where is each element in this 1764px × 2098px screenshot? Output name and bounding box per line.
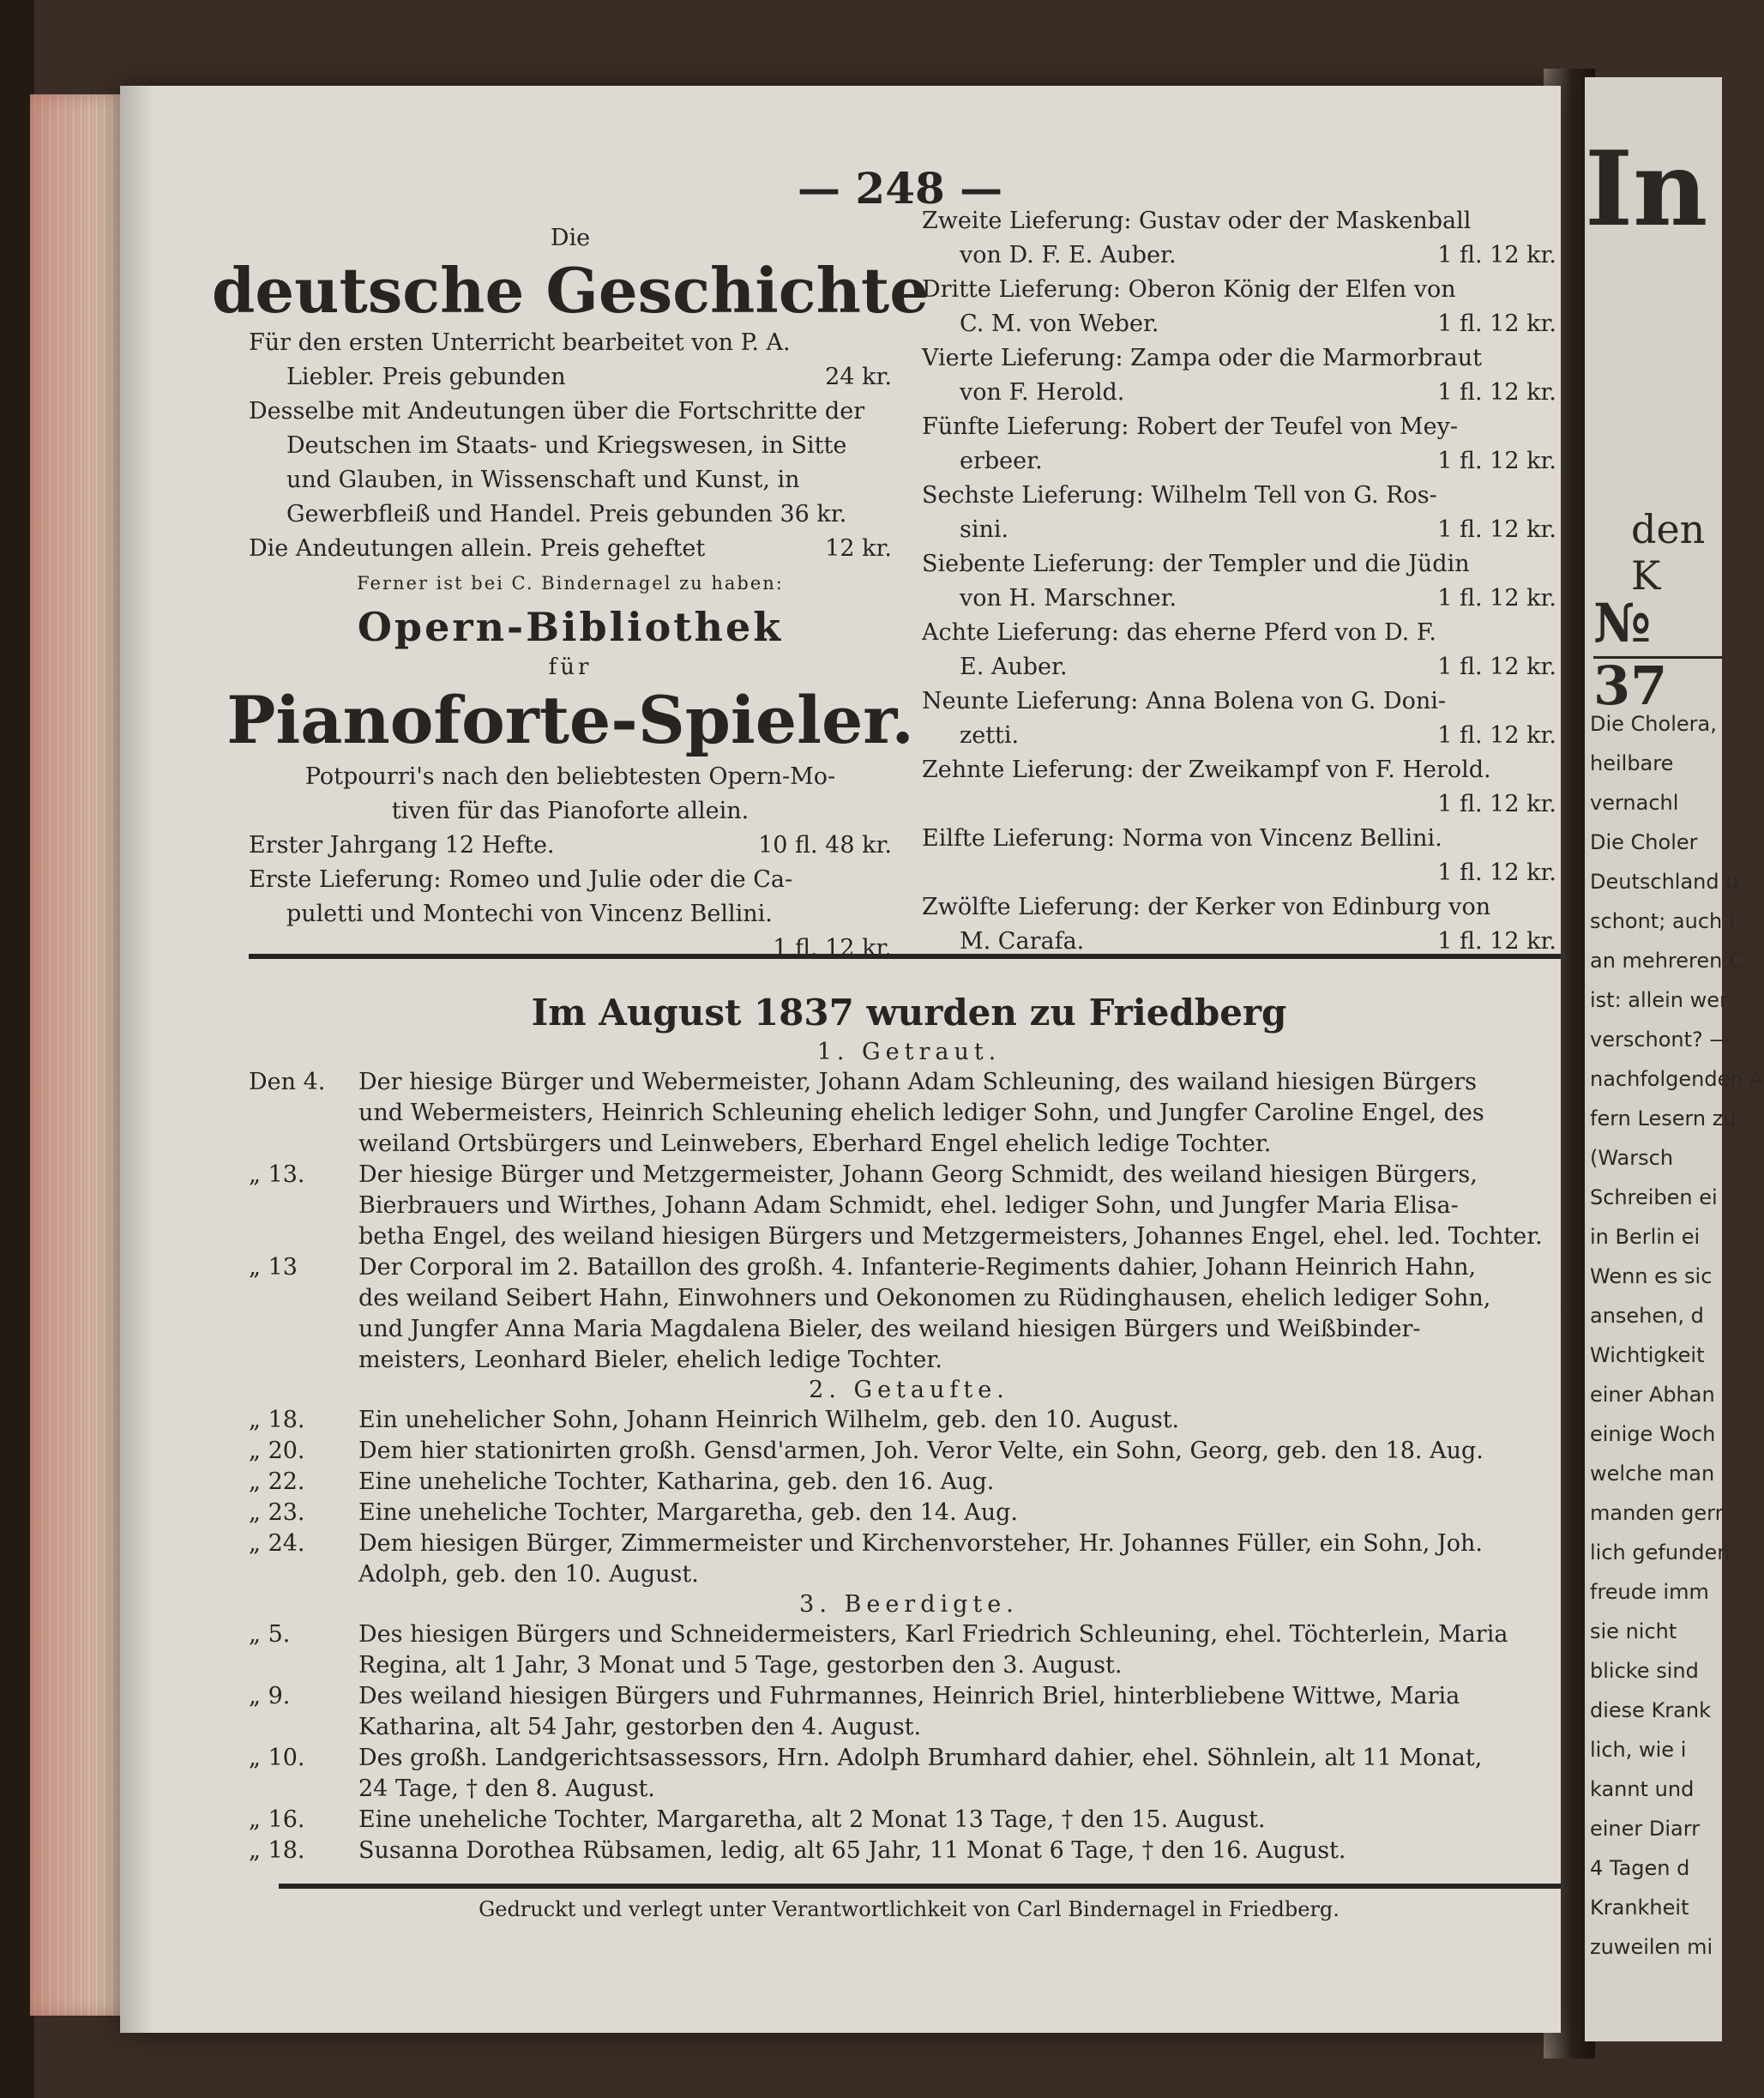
- entry-date: „ 13.: [249, 1161, 305, 1188]
- entry-date: „ 5.: [249, 1621, 291, 1648]
- subtitle-line: [249, 497, 892, 532]
- facing-page-line: diese Krank: [1590, 1698, 1711, 1722]
- delivery-line: [922, 822, 1556, 856]
- entry-body: [358, 1743, 1569, 1805]
- delivery-price: 1 fl. 12 kr.: [1437, 242, 1556, 268]
- facing-page-line: schont; auch i: [1590, 909, 1735, 933]
- delivery-text: erbeer.: [960, 448, 1043, 474]
- facing-page-line: 4 Tagen d: [1590, 1856, 1690, 1880]
- entry-line: Ein unehelicher Sohn, Johann Heinrich Wilhelm, geb. den 10. August.: [358, 1407, 1180, 1433]
- delivery-price: 1 fl. 12 kr.: [1437, 859, 1556, 886]
- delivery-text: Sechste Lieferung: Wilhelm Tell von G. Ros-: [922, 482, 1437, 509]
- potpourri-line-1: Potpourri's nach den beliebtesten Opern-Mo-: [304, 763, 836, 790]
- subtitle-line: [249, 395, 892, 429]
- entry-line: Regina, alt 1 Jahr, 3 Monat und 5 Tage, gestorben den 3. August.: [358, 1652, 1123, 1679]
- facing-page-line: ist: allein wer: [1590, 988, 1728, 1012]
- also-available-line: Ferner ist bei C. Bindernagel zu haben:: [357, 573, 784, 594]
- delivery-line: [922, 890, 1556, 925]
- entry-line: Bierbrauers und Wirthes, Johann Adam Schmidt, ehel. lediger Sohn, und Jungfer Maria Elisa-: [358, 1192, 1459, 1219]
- entry-date: „ 13: [249, 1254, 298, 1281]
- subtitle-line: [249, 463, 892, 497]
- subtitle-line: [249, 326, 892, 360]
- pianoforte-title: Pianoforte-Spieler.: [226, 682, 914, 758]
- entry-body: [358, 1681, 1569, 1743]
- entry-body: [358, 1805, 1569, 1836]
- delivery-line: [922, 273, 1556, 307]
- entry-line: Des großh. Landgerichtsassessors, Hrn. Adolph Brumhard dahier, ehel. Söhnlein, alt 11 Monat,: [358, 1745, 1483, 1771]
- delivery-text: M. Carafa.: [960, 928, 1085, 955]
- book-cover-edge: [0, 0, 34, 2098]
- facing-page-line: lich gefunden: [1590, 1540, 1731, 1564]
- subtitle-price: 24 kr.: [825, 364, 892, 390]
- delivery-line: [922, 787, 1556, 822]
- subtitle-line: [249, 429, 892, 463]
- delivery-line: [922, 410, 1556, 444]
- delivery-price: 1 fl. 12 kr.: [1437, 379, 1556, 406]
- entry-line: Susanna Dorothea Rübsamen, ledig, alt 65 Jahr, 11 Monat 6 Tage, † den 16. August.: [358, 1837, 1346, 1864]
- facing-page: [1585, 77, 1764, 2041]
- facing-page-line: lich, wie i: [1590, 1738, 1687, 1762]
- page-number: — 248 —: [798, 163, 1003, 214]
- delivery-text: Eilfte Lieferung: Norma von Vincenz Bellini.: [922, 825, 1442, 852]
- register-entry: [249, 1436, 1569, 1467]
- facing-page-line: sie nicht: [1590, 1619, 1677, 1643]
- delivery-text: E. Auber.: [960, 654, 1068, 680]
- entry-line: Dem hier stationirten großh. Gensd'armen, Joh. Veror Velte, ein Sohn, Georg, geb. den 18. Aug.: [358, 1438, 1484, 1464]
- facing-page-line: an mehreren C: [1590, 949, 1743, 973]
- facing-page-line: fern Lesern zu: [1590, 1106, 1737, 1130]
- book-title: deutsche Geschichte: [212, 254, 929, 327]
- fuer-word: für: [548, 654, 593, 680]
- opern-bibliothek-title: Opern-Bibliothek: [357, 604, 784, 650]
- subtitle-price: 12 kr.: [825, 535, 892, 562]
- facing-page-heading: In: [1585, 129, 1708, 250]
- register-entry: [249, 1160, 1569, 1252]
- left-column: [212, 221, 929, 966]
- entry-date: „ 18.: [249, 1837, 305, 1864]
- entry-date: „ 22.: [249, 1468, 305, 1495]
- delivery-line: [922, 582, 1556, 616]
- entry-date: Den 4.: [249, 1069, 326, 1095]
- delivery-price: 1 fl. 12 kr.: [1437, 928, 1556, 955]
- register-entry: [249, 1619, 1569, 1681]
- facing-page-line: Wichtigkeit: [1590, 1343, 1705, 1367]
- entry-body: [358, 1067, 1569, 1160]
- entry-line: Des hiesigen Bürgers und Schneidermeisters, Karl Friedrich Schleuning, ehel. Töchterlein, Maria: [358, 1621, 1508, 1648]
- delivery-text: von F. Herold.: [960, 379, 1125, 406]
- entry-date: „ 9.: [249, 1683, 291, 1709]
- entry-line: Eine uneheliche Tochter, Margaretha, alt 2 Monat 13 Tage, † den 15. August.: [358, 1806, 1266, 1833]
- potpourri-line-2: tiven für das Pianoforte allein.: [391, 798, 750, 824]
- facing-page-line: einer Abhan: [1590, 1383, 1715, 1407]
- facing-page-number: № 37: [1593, 592, 1668, 717]
- register: [249, 988, 1569, 1866]
- register-body: [249, 1038, 1569, 1866]
- facing-page-den: den K: [1631, 506, 1706, 599]
- entry-body: [358, 1528, 1569, 1590]
- left-items: [249, 829, 892, 966]
- facing-page-line: Die Choler: [1590, 830, 1698, 854]
- entry-line: Eine uneheliche Tochter, Katharina, geb. den 16. Aug.: [358, 1468, 995, 1495]
- opera-item-text: puletti und Montechi von Vincenz Bellini.: [286, 901, 773, 927]
- entry-date: „ 18.: [249, 1407, 305, 1433]
- register-entry: [249, 1067, 1569, 1160]
- entry-line: Dem hiesigen Bürger, Zimmermeister und Kirchenvorsteher, Hr. Johannes Füller, ein Sohn, Joh.: [358, 1530, 1483, 1557]
- delivery-text: C. M. von Weber.: [960, 310, 1159, 337]
- delivery-text: von D. F. E. Auber.: [960, 242, 1177, 268]
- subtitle-text: und Glauben, in Wissenschaft und Kunst, in: [286, 467, 800, 493]
- entry-line: Der Corporal im 2. Bataillon des großh. 4. Infanterie-Regiments dahier, Johann Heinrich Hahn,: [358, 1254, 1477, 1281]
- delivery-line: [922, 753, 1556, 787]
- delivery-text: Vierte Lieferung: Zampa oder die Marmorbraut: [922, 345, 1482, 371]
- opera-item-text: Erster Jahrgang 12 Hefte.: [249, 832, 555, 859]
- facing-page-line: einige Woch: [1590, 1422, 1716, 1446]
- entry-body: [358, 1405, 1569, 1436]
- entry-line: und Jungfer Anna Maria Magdalena Bieler, des weiland hiesigen Bürgers und Weißbinder-: [358, 1316, 1421, 1342]
- delivery-line: [922, 719, 1556, 753]
- delivery-line: [922, 513, 1556, 547]
- delivery-text: Neunte Lieferung: Anna Bolena von G. Doni-: [922, 688, 1446, 714]
- facing-page-line: vernachl: [1590, 791, 1679, 815]
- entry-date: „ 16.: [249, 1806, 305, 1833]
- delivery-line: [922, 547, 1556, 582]
- delivery-text: Fünfte Lieferung: Robert der Teufel von Mey-: [922, 413, 1458, 440]
- entry-line: Eine uneheliche Tochter, Margaretha, geb. den 14. Aug.: [358, 1499, 1019, 1526]
- delivery-text: Zwölfte Lieferung: der Kerker von Edinburg von: [922, 894, 1491, 920]
- opera-item-line: [249, 897, 892, 931]
- delivery-text: Zweite Lieferung: Gustav oder der Maskenball: [922, 208, 1472, 234]
- facing-page-line: verschont? —: [1590, 1028, 1731, 1052]
- facing-page-line: nachfolgenden A: [1590, 1067, 1764, 1091]
- footer-rule: [279, 1884, 1561, 1889]
- register-section-heading: 2. Getaufte.: [809, 1377, 1009, 1403]
- entry-date: „ 10.: [249, 1745, 305, 1771]
- subtitle-text: Die Andeutungen allein. Preis geheftet: [249, 535, 706, 562]
- entry-line: Katharina, alt 54 Jahr, gestorben den 4. August.: [358, 1714, 922, 1740]
- right-column: [922, 204, 1556, 959]
- facing-page-line: freude imm: [1590, 1580, 1709, 1604]
- facing-page-line: zuweilen mi: [1590, 1935, 1713, 1959]
- delivery-line: [922, 376, 1556, 410]
- facing-page-line: Deutschland u: [1590, 870, 1739, 894]
- entry-line: und Webermeisters, Heinrich Schleuning ehelich lediger Sohn, und Jungfer Caroline Engel, des: [358, 1100, 1484, 1126]
- entry-line: betha Engel, des weiland hiesigen Bürgers und Metzgermeisters, Johannes Engel, ehel. led. Tochter.: [358, 1223, 1543, 1250]
- delivery-price: 1 fl. 12 kr.: [1437, 516, 1556, 543]
- subtitle-text: Deutschen im Staats- und Kriegswesen, in Sitte: [286, 432, 847, 459]
- subtitle-text: Desselbe mit Andeutungen über die Fortschritte der: [249, 398, 865, 425]
- register-entry: [249, 1805, 1569, 1836]
- facing-page-line: blicke sind: [1590, 1659, 1699, 1683]
- delivery-text: Siebente Lieferung: der Templer und die Jüdin: [922, 551, 1470, 577]
- page-stack-edges: [30, 94, 124, 2016]
- register-entry: [249, 1836, 1569, 1866]
- entry-date: „ 23.: [249, 1499, 305, 1526]
- opera-item-price: 1 fl. 12 kr.: [773, 935, 892, 962]
- delivery-line: [922, 684, 1556, 719]
- delivery-price: 1 fl. 12 kr.: [1437, 654, 1556, 680]
- opera-item-line: [249, 829, 892, 863]
- facing-page-line: einer Diarr: [1590, 1817, 1701, 1841]
- entry-line: meisters, Leonhard Bieler, ehelich ledige Tochter.: [358, 1347, 942, 1373]
- subtitle-text: Gewerbfleiß und Handel. Preis gebunden 36 kr.: [286, 501, 847, 528]
- facing-page-line: Die Cholera,: [1590, 712, 1717, 736]
- subtitle-text: Liebler. Preis gebunden: [286, 364, 566, 390]
- delivery-line: [922, 204, 1556, 238]
- delivery-price: 1 fl. 12 kr.: [1437, 791, 1556, 817]
- entry-body: [358, 1467, 1569, 1498]
- entry-line: Des weiland hiesigen Bürgers und Fuhrmannes, Heinrich Briel, hinterbliebene Wittwe, Maria: [358, 1683, 1460, 1709]
- facing-page-line: (Warsch: [1590, 1146, 1674, 1170]
- imprint: Gedruckt und verlegt unter Verantwortlichkeit von Carl Bindernagel in Friedberg.: [479, 1897, 1340, 1921]
- entry-body: [358, 1836, 1569, 1866]
- delivery-text: von H. Marschner.: [960, 585, 1177, 612]
- delivery-line: [922, 856, 1556, 890]
- register-entry: [249, 1405, 1569, 1436]
- entry-line: weiland Ortsbürgers und Leinwebers, Eberhard Engel ehelich ledige Tochter.: [358, 1130, 1272, 1157]
- facing-page-line: Krankheit: [1590, 1896, 1689, 1920]
- register-entry: [249, 1498, 1569, 1528]
- delivery-line: [922, 479, 1556, 513]
- opera-item-text: Erste Lieferung: Romeo und Julie oder die Ca-: [249, 866, 793, 893]
- entry-line: Der hiesige Bürger und Webermeister, Johann Adam Schleuning, des wailand hiesigen Bürgers: [358, 1069, 1477, 1095]
- section-rule: [249, 954, 1561, 959]
- register-section-heading: 3. Beerdigte.: [799, 1591, 1019, 1618]
- facing-page-line: in Berlin ei: [1590, 1225, 1701, 1249]
- entry-body: [358, 1252, 1569, 1376]
- register-section-heading: 1. Getraut.: [816, 1039, 1002, 1065]
- delivery-text: Dritte Lieferung: Oberon König der Elfen von: [922, 276, 1456, 303]
- register-title: Im August 1837 wurden zu Friedberg: [531, 992, 1287, 1034]
- entry-line: Adolph, geb. den 10. August.: [358, 1561, 699, 1588]
- entry-line: 24 Tage, † den 8. August.: [358, 1775, 655, 1802]
- opera-item-line: [249, 863, 892, 897]
- delivery-text: Zehnte Lieferung: der Zweikampf von F. Herold.: [922, 757, 1491, 783]
- facing-page-line: heilbare: [1590, 751, 1674, 775]
- entry-line: des weiland Seibert Hahn, Einwohners und Oekonomen zu Rüdinghausen, ehelich lediger Sohn,: [358, 1285, 1491, 1311]
- pre-title: Die: [550, 225, 591, 251]
- subtitle-lines: [249, 326, 892, 566]
- entry-date: „ 24.: [249, 1530, 305, 1557]
- facing-page-line: Wenn es sic: [1590, 1264, 1713, 1288]
- opera-item-line: [249, 931, 892, 966]
- facing-page-line: ansehen, d: [1590, 1304, 1704, 1328]
- facing-page-line: welche man: [1590, 1462, 1715, 1486]
- register-entry: [249, 1681, 1569, 1743]
- facing-page-line: manden gerr: [1590, 1501, 1724, 1525]
- register-entry: [249, 1252, 1569, 1376]
- facing-page-line: Schreiben ei: [1590, 1185, 1718, 1209]
- facing-page-line: kannt und: [1590, 1777, 1695, 1801]
- delivery-line: [922, 341, 1556, 376]
- entry-date: „ 20.: [249, 1438, 305, 1464]
- opera-item-price: 10 fl. 48 kr.: [758, 832, 892, 859]
- delivery-price: 1 fl. 12 kr.: [1437, 722, 1556, 749]
- delivery-text: Achte Lieferung: das eherne Pferd von D. F.: [922, 619, 1436, 646]
- delivery-line: [922, 444, 1556, 479]
- delivery-price: 1 fl. 12 kr.: [1437, 310, 1556, 337]
- delivery-line: [922, 238, 1556, 273]
- entry-body: [358, 1160, 1569, 1252]
- entry-body: [358, 1498, 1569, 1528]
- delivery-price: 1 fl. 12 kr.: [1437, 585, 1556, 612]
- register-entry: [249, 1467, 1569, 1498]
- register-entry: [249, 1528, 1569, 1590]
- delivery-list: [922, 204, 1556, 959]
- delivery-line: [922, 650, 1556, 684]
- subtitle-text: Für den ersten Unterricht bearbeitet von P. A.: [249, 329, 791, 356]
- subtitle-line: [249, 360, 892, 395]
- delivery-price: 1 fl. 12 kr.: [1437, 448, 1556, 474]
- entry-line: Der hiesige Bürger und Metzgermeister, Johann Georg Schmidt, des weiland hiesigen Bürgers,: [358, 1161, 1478, 1188]
- subtitle-line: [249, 532, 892, 566]
- entry-body: [358, 1436, 1569, 1467]
- delivery-text: zetti.: [960, 722, 1020, 749]
- entry-body: [358, 1619, 1569, 1681]
- register-entry: [249, 1743, 1569, 1805]
- delivery-line: [922, 307, 1556, 341]
- delivery-line: [922, 616, 1556, 650]
- delivery-text: sini.: [960, 516, 1009, 543]
